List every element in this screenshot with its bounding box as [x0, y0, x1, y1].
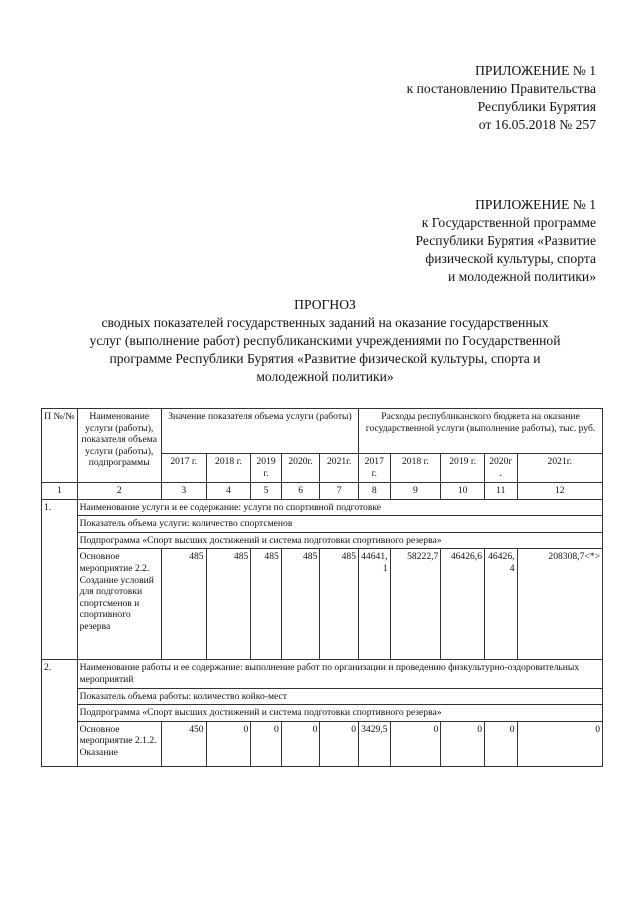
- column-number: 2: [77, 483, 161, 500]
- header-name: Наименование услуги (работы), показателя объема услуги (работы), подпрограммы: [77, 409, 161, 483]
- section-2-data-row: [42, 721, 603, 766]
- value-cell: 0: [281, 721, 320, 766]
- header-number: П №/№: [42, 409, 78, 483]
- appendix-2-line: и молодежной политики»: [447, 269, 596, 284]
- value-cell: 485: [206, 549, 251, 660]
- cost-year: 2020г .: [485, 454, 518, 483]
- column-number: 12: [517, 483, 602, 500]
- value-cell: 46426,4: [485, 549, 518, 660]
- value-cell: 58222,7: [390, 549, 441, 660]
- activity-name: Основное мероприятие 2.1.2. Оказание: [77, 721, 161, 766]
- value-cell: 485: [281, 549, 320, 660]
- column-number: 3: [161, 483, 206, 500]
- section-1-indicator-row: [42, 516, 603, 533]
- value-cell: 208308,7<*>: [517, 549, 602, 660]
- appendix-1-line: к постановлению Правительства: [406, 81, 596, 96]
- section-2-indicator-row: [42, 688, 603, 705]
- title-line: услуг (выполнение работ) республиканскими учреждениями по Государственной: [89, 333, 561, 348]
- value-cell: 485: [320, 549, 359, 660]
- cost-year: 2021г.: [517, 454, 602, 483]
- section-2-subprogram-row: [42, 705, 603, 722]
- column-number: 6: [281, 483, 320, 500]
- appendix-2-line: к Государственной программе: [421, 215, 596, 230]
- value-cell: 0: [320, 721, 359, 766]
- value-cell: 450: [161, 721, 206, 766]
- section-number: 2.: [42, 660, 78, 766]
- header-row: [42, 409, 603, 454]
- section-1-data-row: [42, 549, 603, 660]
- column-number: 10: [441, 483, 485, 500]
- volume-year: 2019 г.: [251, 454, 281, 483]
- appendix-2-line: Республики Бурятия «Развитие: [415, 233, 596, 248]
- value-cell: 46426,6: [441, 549, 485, 660]
- appendix-1-header: [407, 62, 596, 134]
- value-cell: 0: [251, 721, 281, 766]
- appendix-2-header: [416, 196, 596, 286]
- volume-year: 2018 г.: [206, 454, 251, 483]
- forecast-table: [41, 408, 603, 767]
- value-cell: 0: [206, 721, 251, 766]
- section-2-service-row: [42, 660, 603, 688]
- appendix-1-line: Республики Бурятия: [477, 99, 596, 114]
- title-heading: ПРОГНОЗ: [294, 297, 356, 312]
- header-volume: Значение показателя объема услуги (работы): [161, 409, 358, 454]
- subprogram-description: Подпрограмма «Спорт высших достижений и система подготовки спортивного резерва»: [77, 532, 602, 549]
- value-cell: 44641,1: [359, 549, 391, 660]
- volume-year: 2020г.: [281, 454, 320, 483]
- column-number: 11: [485, 483, 518, 500]
- header-costs: Расходы республиканского бюджета на оказание государственной услуги (выполнение работы), тыс. руб.: [359, 409, 603, 454]
- activity-name: Основное мероприятие 2.2. Создание условий для подготовки спортсменов и спортивного резерва: [77, 549, 161, 660]
- title-line: программе Республики Бурятия «Развитие физической культуры, спорта и: [109, 351, 541, 366]
- section-1-service-row: [42, 499, 603, 516]
- cost-year: 2018 г.: [390, 454, 441, 483]
- volume-year: 2017 г.: [161, 454, 206, 483]
- column-number: 1: [42, 483, 78, 500]
- document-title: [40, 296, 610, 386]
- appendix-2-line: физической культуры, спорта: [425, 251, 596, 266]
- appendix-2-line: ПРИЛОЖЕНИЕ № 1: [475, 197, 596, 212]
- service-description: Наименование услуги и ее содержание: услуги по спортивной подготовке: [77, 499, 602, 516]
- indicator-description: Показатель объема услуги: количество спортсменов: [77, 516, 602, 533]
- cost-year: 2019 г.: [441, 454, 485, 483]
- column-number: 5: [251, 483, 281, 500]
- value-cell: 485: [251, 549, 281, 660]
- subprogram-description: Подпрограмма «Спорт высших достижений и система подготовки спортивного резерва»: [77, 705, 602, 722]
- section-1-subprogram-row: [42, 532, 603, 549]
- appendix-1-line: ПРИЛОЖЕНИЕ № 1: [475, 63, 596, 78]
- column-number: 9: [390, 483, 441, 500]
- value-cell: 0: [485, 721, 518, 766]
- value-cell: 3429,5: [359, 721, 391, 766]
- service-description: Наименование работы и ее содержание: выполнение работ по организации и проведению физкультурно-оздоровительных мероприятий: [77, 660, 602, 688]
- value-cell: 0: [441, 721, 485, 766]
- appendix-1-line: от 16.05.2018 № 257: [478, 117, 596, 132]
- title-line: сводных показателей государственных заданий на оказание государственных: [101, 315, 549, 330]
- value-cell: 0: [517, 721, 602, 766]
- title-line: молодежной политики»: [256, 369, 394, 384]
- indicator-description: Показатель объема работы: количество койко-мест: [77, 688, 602, 705]
- value-cell: 485: [161, 549, 206, 660]
- column-number: 7: [320, 483, 359, 500]
- column-number: 8: [359, 483, 391, 500]
- section-number: 1.: [42, 499, 78, 660]
- value-cell: 0: [390, 721, 441, 766]
- column-number-row: [42, 483, 603, 500]
- cost-year: 2017 г.: [359, 454, 391, 483]
- volume-year: 2021г.: [320, 454, 359, 483]
- column-number: 4: [206, 483, 251, 500]
